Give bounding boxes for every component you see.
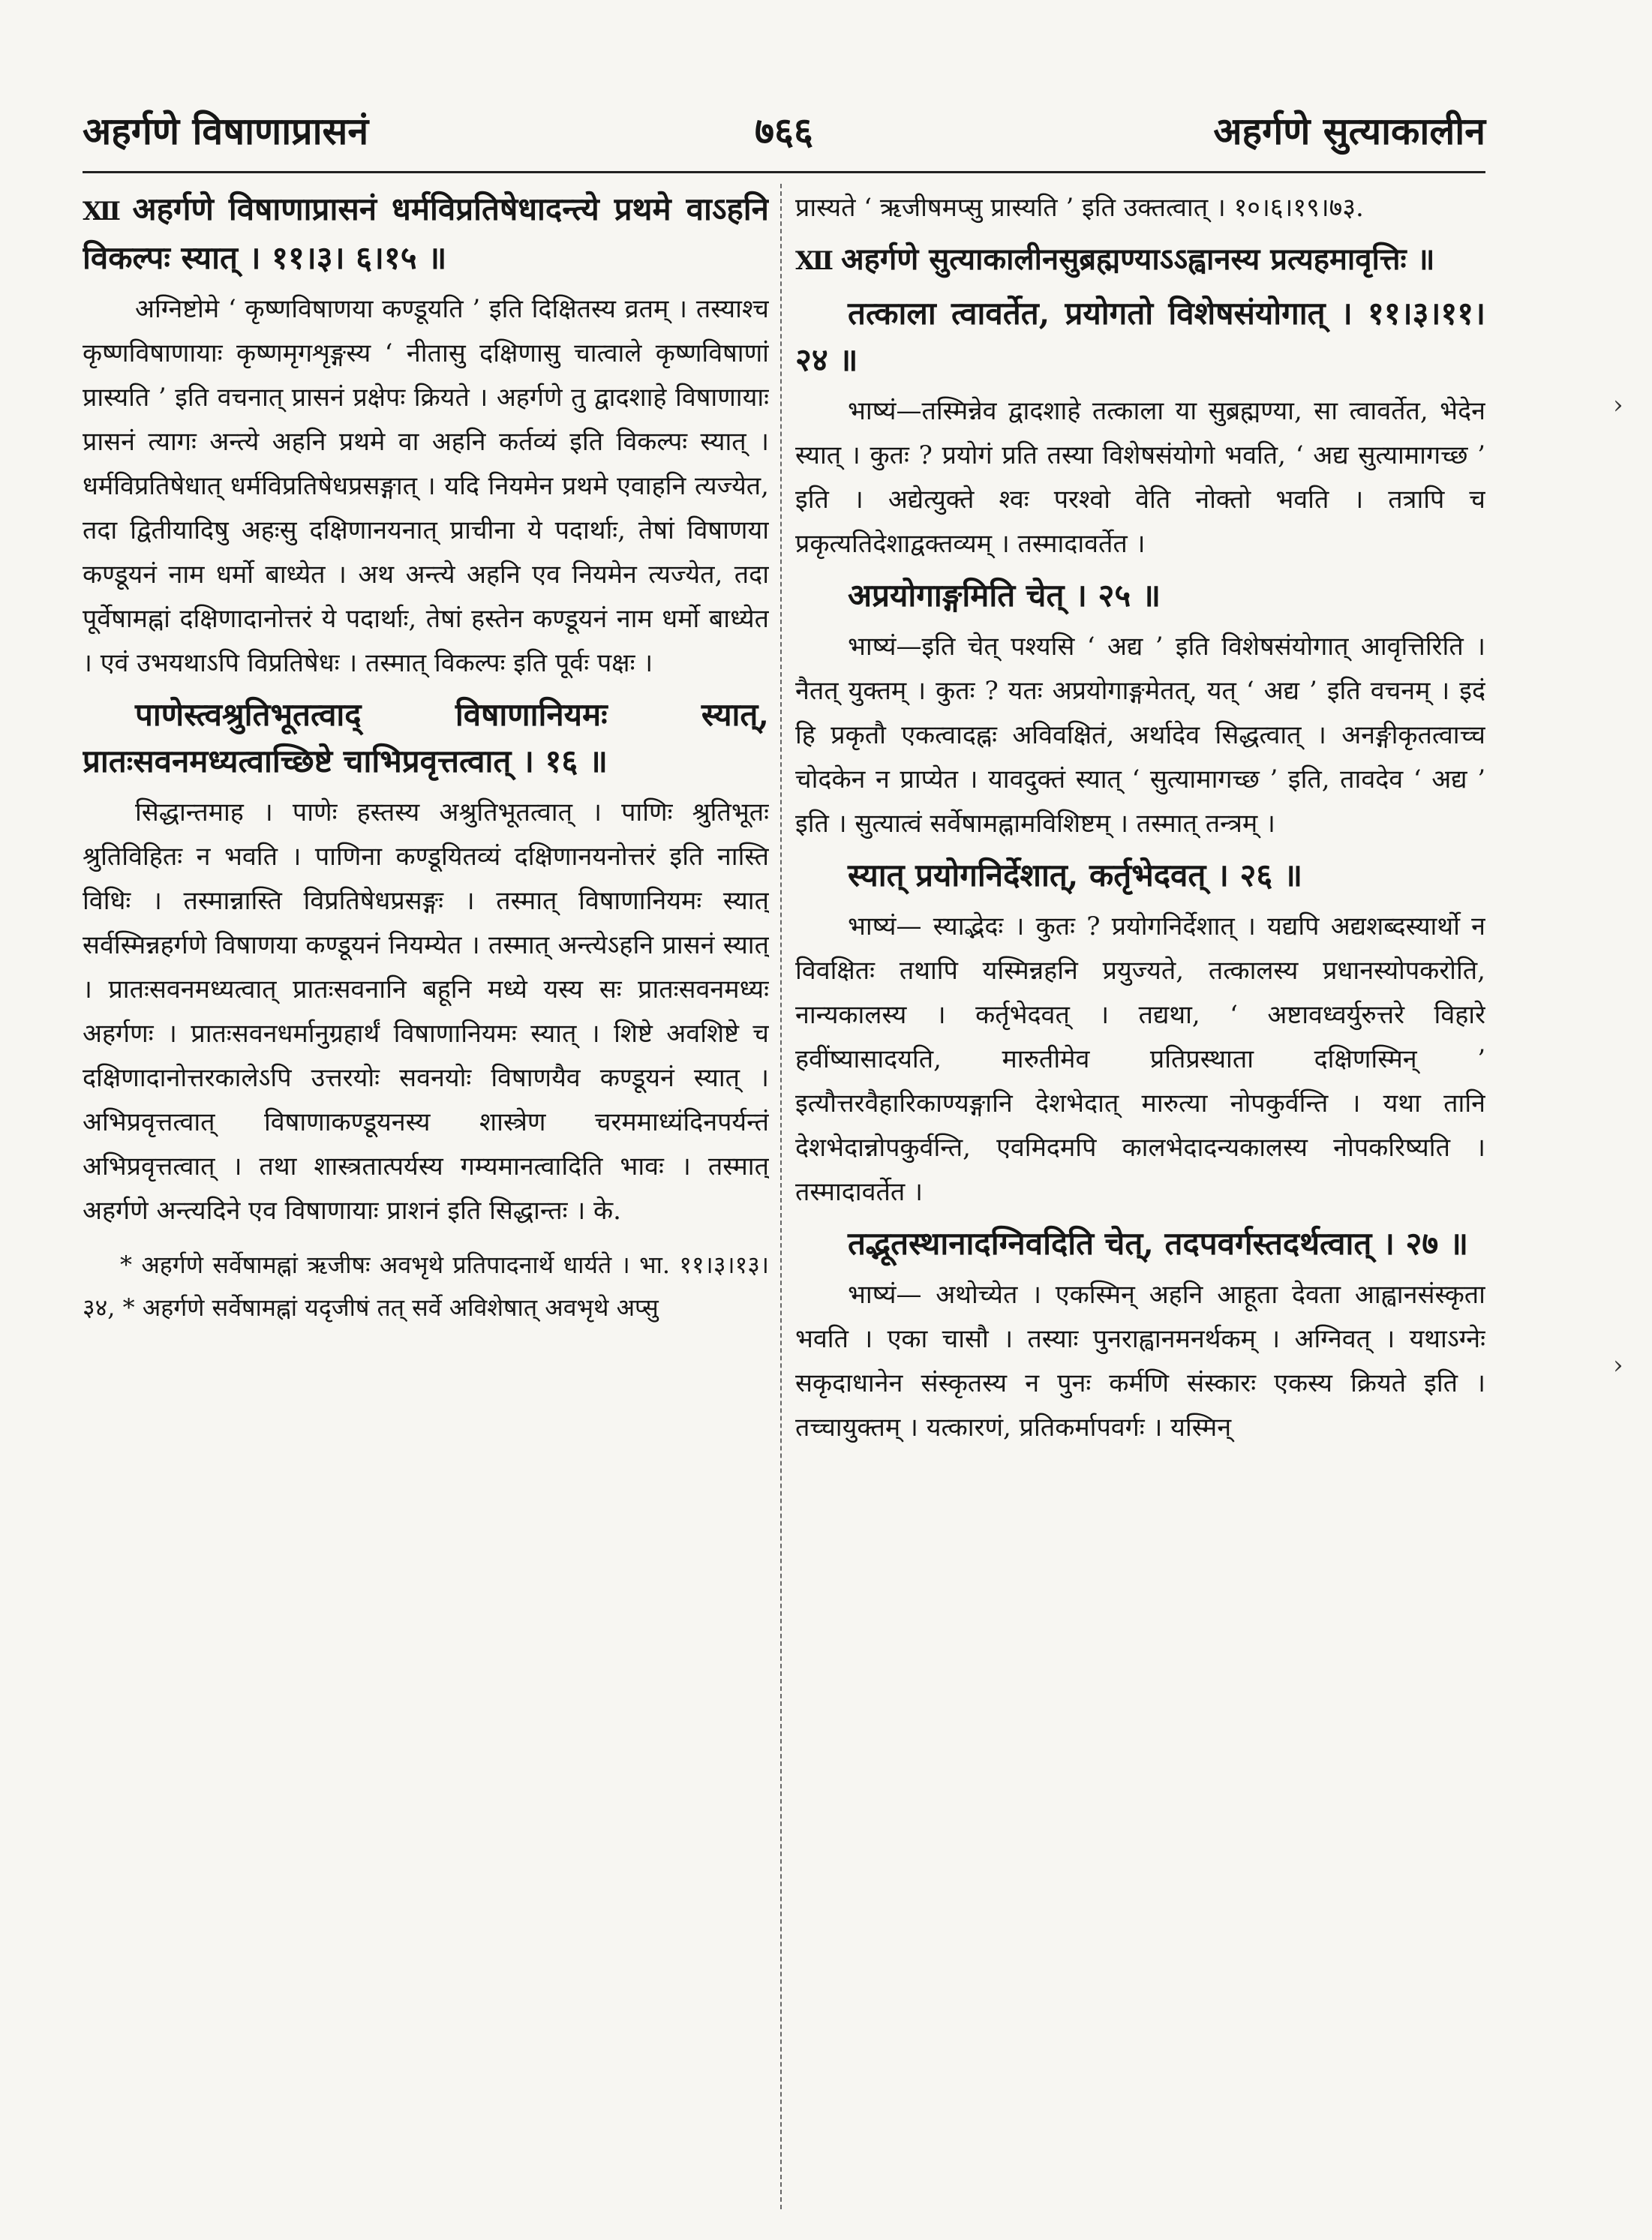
running-head-right: अहर्गणे सुत्याकालीन [1213,109,1485,153]
bhashya-27: भाष्यं— अथोच्येत । एकस्मिन् अहनि आहूता देवता आह्वानसंस्कृता भवति । एका चासौ । तस्याः पुनराह्वानमनर्थकम् । अग्निवत् । यथाऽग्नेः सकृदाधानेन संस्कृतस्य न पुनः कर्मणि संस्कारः एकस्य क्रियते इति । तच्चायुक्तम् । यत्कारणं, प्रतिकर्मापवर्गः । यस्मिन् [795,1280,1485,1443]
footnote: * अहर्गणे सर्वेषामह्नां ऋजीषः अवभृथे प्रतिपादनार्थे धार्यते । भा. ११।३।१३।३४, * अहर्गणे सर्वेषामह्नां यदृजीषं तत् सर्वे अविशेषात् अवभृथे अप्सु [83,1251,769,1322]
scan-mark-right-top: › [1613,390,1623,420]
column-divider [780,184,782,2209]
running-head-left: अहर्गणे विषाणाप्रासनं [83,109,369,153]
page-header [83,101,1485,169]
adhikarana-heading-text: अहर्गणे सुत्याकालीनसुब्रह्मण्याऽऽह्वानस्य प्रत्यहमावृत्तिः ॥ [841,242,1435,277]
sutra-26: स्यात् प्रयोगनिर्देशात्, कर्तृभेदवत् । २६ ॥ [848,857,1302,893]
commentary-15: अग्निष्टोमे ‘ कृष्णविषाणया कण्डूयति ’ इति दिक्षितस्य व्रतम् । तस्याश्च कृष्णविषाणायाः कृष्णमृगशृङ्गस्य ‘ नीतासु दक्षिणासु चात्वाले कृष्णविषाणां प्रास्यति ’ इति वचनात् प्रासनं प्रक्षेपः क्रियते । अहर्गणे तु द्वादशाहे विषाणायाः प्रासनं त्यागः अन्त्ये अहनि प्रथमे वा अहनि कर्तव्यं इति विकल्पः स्यात् । धर्मविप्रतिषेधात् धर्मविप्रतिषेधप्रसङ्गात् । यदि नियमेन प्रथमे एवाहनि त्यज्येत, तदा द्वितीयादिषु अहःसु दक्षिणानयनात् प्राचीना ये पदार्थाः, तेषां विषाणया कण्डूयनं नाम धर्मो बाध्येत । अथ अन्त्ये अहनि एव नियमेन त्यज्येत, तदा पूर्वेषामह्नां दक्षिणादानोत्तरं ये पदार्थाः, तेषां हस्तेन कण्डूयनं नाम धर्मो बाध्येत । एवं उभयथाऽपि विप्रतिषेधः । तस्मात् विकल्पः इति पूर्वः पक्षः । [83,294,769,678]
header-rule [83,171,1485,173]
bhashya-25: भाष्यं—इति चेत् पश्यसि ‘ अद्य ’ इति विशेषसंयोगात् आवृत्तिरिति । नैतत् युक्तम् । कुतः ? यतः अप्रयोगाङ्गमेतत्, यत् ‘ अद्य ’ इति वचनम् । इदं हि प्रकृतौ एकत्वादह्नः अविवक्षितं, अर्थादेव सिद्धत्वात् । अनङ्गीकृतत्वाच्च चोदकेन न प्राप्येत । यावदुक्तं स्यात् ‘ सुत्यामागच्छ ’ इति, तावदेव ‘ अद्य ’ इति । सुत्यात्वं सर्वेषामह्नामविशिष्टम् । तस्मात् तन्त्रम् । [795,632,1485,839]
scan-mark-right-bottom: › [1613,1350,1623,1380]
section-mark-icon: Ⅻ [83,197,125,227]
section-mark-icon: Ⅻ [795,246,834,276]
sutra-16: पाणेस्त्वश्रुतिभूतत्वाद् विषाणानियमः स्यात्, प्रातःसवनमध्यत्वाच्छिष्टे चाभिप्रवृत्तत्वात् । १६ ॥ [83,696,769,779]
sutra-15-text: अहर्गणे विषाणाप्रासनं धर्मविप्रतिषेधादन्त्ये प्रथमे वाऽहनि विकल्पः स्यात् । ११।३। ६।१५ ॥ [83,191,769,276]
page-number: ७६६ [755,109,813,153]
commentary-16: सिद्धान्तमाह । पाणेः हस्तस्य अश्रुतिभूतत्वात् । पाणिः श्रुतिभूतः श्रुतिविहितः न भवति । पाणिना कण्डूयितव्यं दक्षिणानयनोत्तरं इति नास्ति विधिः । तस्मान्नास्ति विप्रतिषेधप्रसङ्गः । तस्मात् विषाणानियमः स्यात् सर्वस्मिन्नहर्गणे विषाणया कण्डूयनं नियम्येत । तस्मात् अन्त्येऽहनि प्रासनं स्यात् । प्रातःसवनमध्यत्वात् प्रातःसवनानि बहूनि मध्ये यस्य सः प्रातःसवनमध्यः अहर्गणः । प्रातःसवनधर्मानुग्रहार्थं विषाणानियमः स्यात् । शिष्टे अवशिष्टे च दक्षिणादानोत्तरकालेऽपि उत्तरयोः सवनयोः विषाणयैव कण्डूयनं स्यात् । अभिप्रवृत्तत्वात् विषाणाकण्डूयनस्य शास्त्रेण चरममाध्यंदिनपर्यन्तं अभिप्रवृत्तत्वात् । तथा शास्त्रतात्पर्यस्य गम्यमानत्वादिति भावः । तस्मात् अहर्गणे अन्त्यदिने एव विषाणायाः प्राशनं इति सिद्धान्तः । के. [83,797,769,1226]
sutra-25: अप्रयोगाङ्गमिति चेत् । २५ ॥ [848,577,1161,614]
left-column [83,186,769,2211]
sutra-15 [83,186,769,281]
sutra-27: तद्भूतस्थानादग्निवदिति चेत्, तदपवर्गस्तदर्थत्वात् । २७ ॥ [848,1225,1468,1262]
bhashya-24: भाष्यं—तस्मिन्नेव द्वादशाहे तत्काला या सुब्रह्मण्या, सा त्वावर्तेत, भेदेन स्यात् । कुतः ? प्रयोगं प्रति तस्या विशेषसंयोगो भवति, ‘ अद्य सुत्यामागच्छ ’ इति । अद्येत्युक्ते श्वः परश्वो वेति नोक्तो भवति । तत्रापि च प्रकृत्यतिदेशाद्वक्तव्यम् । तस्मादावर्तेत । [795,396,1485,559]
continuation-text: प्रास्यते ‘ ऋजीषमप्सु प्रास्यति ’ इति उक्तत्वात् । १०।६।१९।७३. [795,193,1364,223]
bhashya-26: भाष्यं— स्याद्भेदः । कुतः ? प्रयोगनिर्देशात् । यद्यपि अद्यशब्दस्यार्थो न विवक्षितः तथापि यस्मिन्नहनि प्रयुज्यते, तत्कालस्य प्रधानस्योपकरोति, नान्यकालस्य । कर्तृभेदवत् । तद्यथा, ‘ अष्टावध्वर्युरुत्तरे विहारे हवींष्यासादयति, मारुतीमेव प्रतिप्रस्थाता दक्षिणस्मिन् ’ इत्यौत्तरवैहारिकाण्यङ्गानि देशभेदात् मारुत्या नोपकुर्वन्ति । यथा तानि देशभेदान्नोपकुर्वन्ति, एवमिदमपि कालभेदादन्यकालस्य नोपकरिष्यति । तस्मादावर्तेत । [795,911,1485,1207]
sutra-24: तत्काला त्वावर्तेत, प्रयोगतो विशेषसंयोगात् । ११।३।११।२४ ॥ [795,295,1485,378]
right-column [795,186,1485,2211]
adhikarana-heading [795,236,1485,284]
